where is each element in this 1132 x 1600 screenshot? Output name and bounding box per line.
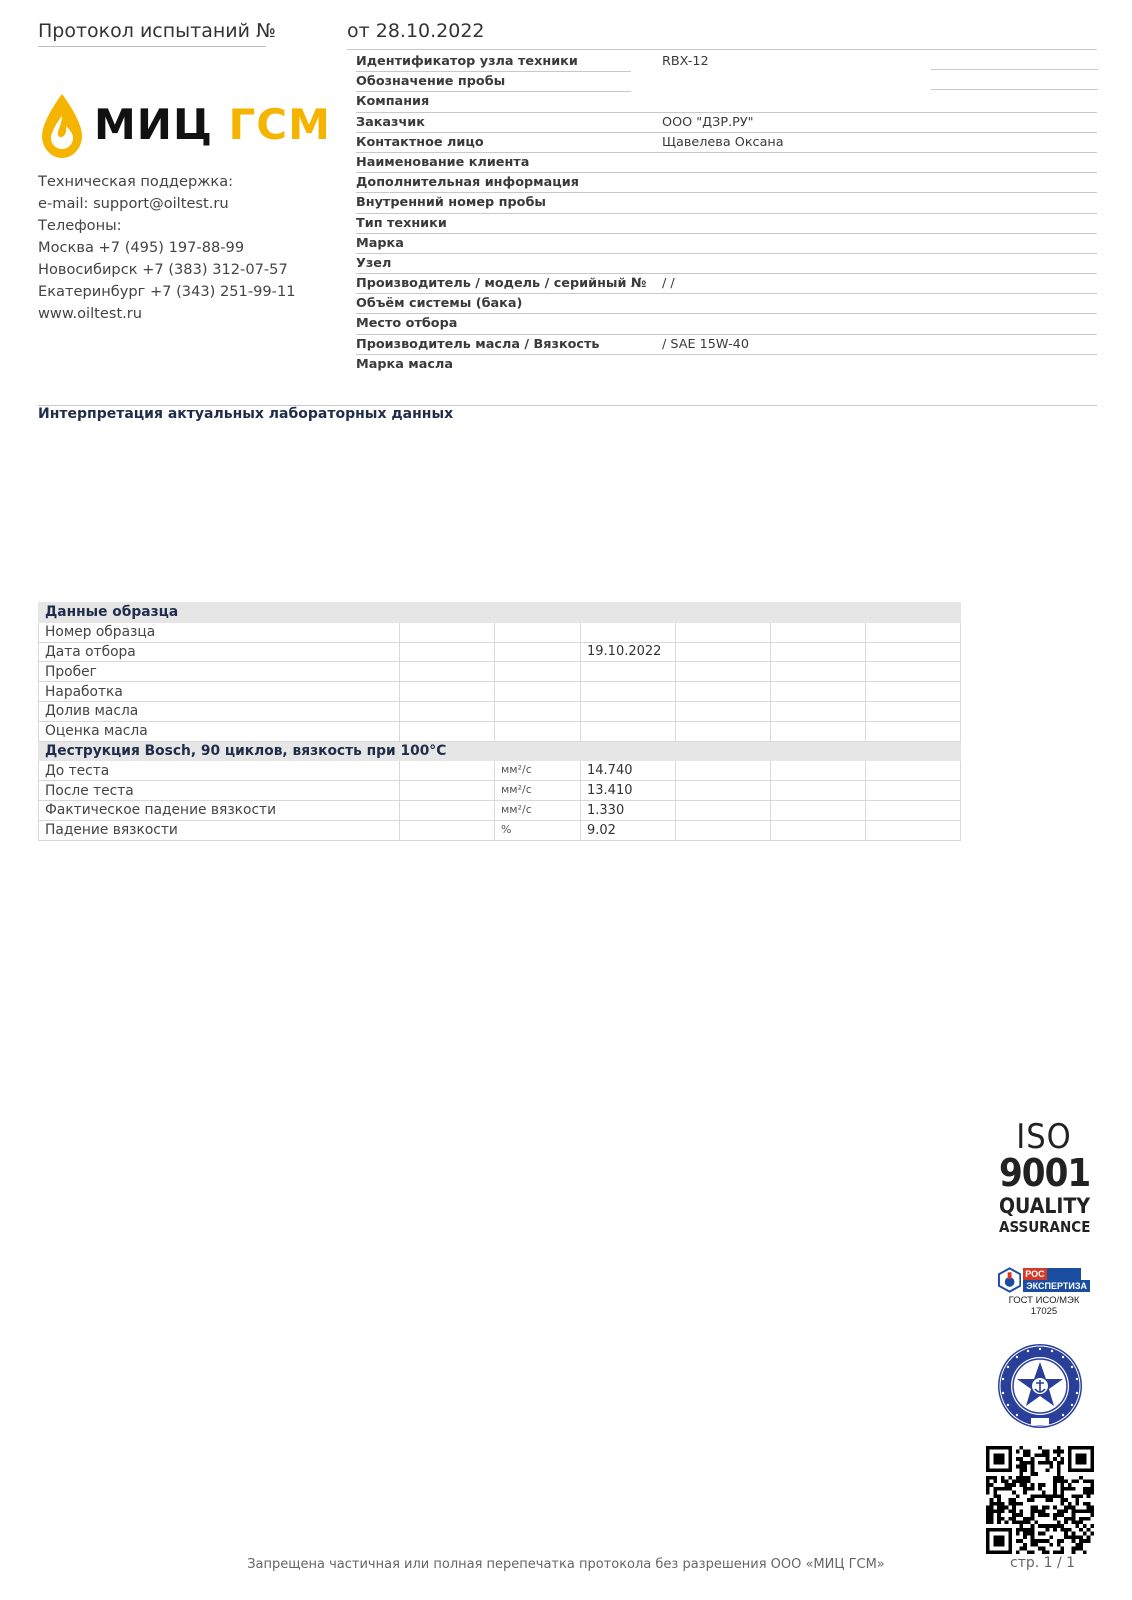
ros-expertiza-badge: [998, 1267, 1090, 1317]
interpretation-heading: Интерпретация актуальных лабораторных данных: [38, 406, 454, 422]
param-value: [581, 721, 676, 741]
phone-novosibirsk: Новосибирск +7 (383) 312-07-57: [38, 261, 288, 278]
info-value: / /: [662, 276, 675, 292]
table-row: [39, 622, 961, 642]
param-value: 1.330: [581, 800, 676, 820]
table-row: [39, 721, 961, 741]
info-row: [356, 72, 1097, 92]
copyright-notice: Запрещена частичная или полная перепечатка протокола без разрешения ООО «МИЦ ГСМ»: [247, 1557, 885, 1572]
table-row: [39, 800, 961, 820]
info-label: Дополнительная информация: [356, 175, 579, 191]
param-unit: мм²/с: [495, 781, 581, 801]
param-name: Долив масла: [39, 701, 400, 721]
param-name: Оценка масла: [39, 721, 400, 741]
param-unit: [495, 622, 581, 642]
qr-code-icon: [986, 1446, 1094, 1554]
info-row: [356, 314, 1097, 334]
section-title: Данные образца: [39, 603, 400, 623]
table-row: [39, 820, 961, 840]
section-title: Деструкция Bosch, 90 циклов, вязкость при 100°C: [39, 741, 961, 761]
info-label: Идентификатор узла техники: [356, 54, 578, 69]
info-label: Наименование клиента: [356, 154, 530, 170]
param-unit: [495, 682, 581, 702]
phone-ekaterinburg: Екатеринбург +7 (343) 251-99-11: [38, 283, 296, 300]
param-unit: [495, 701, 581, 721]
info-row: [356, 355, 1097, 375]
phone-moscow: Москва +7 (495) 197-88-99: [38, 239, 245, 256]
info-label: Обозначение пробы: [356, 74, 506, 90]
info-label: Объём системы (бака): [356, 296, 523, 312]
info-row: [356, 153, 1097, 173]
info-label: Производитель / модель / серийный №: [356, 276, 647, 292]
logo-text-dark: МИЦ: [94, 100, 213, 149]
param-value: [581, 622, 676, 642]
iso-number: 9001: [999, 1151, 1091, 1195]
info-value: RBX-12: [662, 54, 709, 69]
param-value: [581, 682, 676, 702]
gost-number: 17025: [1030, 1306, 1058, 1317]
table-row: [39, 761, 961, 781]
param-name: Наработка: [39, 682, 400, 702]
param-unit: [495, 662, 581, 682]
iso-assurance: ASSURANCE: [999, 1218, 1091, 1236]
param-name: Падение вязкости: [39, 820, 400, 840]
contact-block: [38, 171, 296, 325]
maritime-register-seal-icon: [996, 1342, 1084, 1430]
info-row: [356, 113, 1097, 133]
page-number: стр. 1 / 1: [1010, 1555, 1076, 1571]
company-logo: [38, 92, 331, 162]
table-row: [39, 682, 961, 702]
header-divider: [347, 49, 1097, 50]
table-row: [39, 701, 961, 721]
expertiza-label: ЭКСПЕРТИЗА: [1023, 1280, 1090, 1292]
info-label: Внутренний номер пробы: [356, 195, 546, 211]
iso-9001-badge: [999, 1117, 1091, 1236]
param-value: 19.10.2022: [581, 642, 676, 662]
protocol-date: от 28.10.2022: [347, 20, 485, 42]
param-value: 13.410: [581, 781, 676, 801]
section-header-row: [39, 603, 961, 623]
logo-text-accent: ГСМ: [228, 100, 331, 149]
info-row: [356, 193, 1097, 213]
info-label: Компания: [356, 94, 430, 110]
info-value: / SAE 15W-40: [662, 336, 749, 352]
equipment-info-table: [356, 52, 1097, 375]
gost-caption: ГОСТ ИСО/МЭК: [1008, 1295, 1080, 1306]
info-row: [356, 214, 1097, 234]
phones-label: Телефоны:: [38, 217, 122, 234]
info-label: Тип техники: [356, 215, 447, 231]
info-row: [356, 92, 1097, 112]
support-email[interactable]: e-mail: support@oiltest.ru: [38, 195, 229, 212]
info-value: Щавелева Оксана: [662, 134, 784, 150]
param-value: 14.740: [581, 761, 676, 781]
info-row: [356, 274, 1097, 294]
param-value: [581, 701, 676, 721]
table-row: [39, 781, 961, 801]
info-label: Марка масла: [356, 356, 453, 372]
support-label: Техническая поддержка:: [38, 173, 234, 190]
iso-text: ISO: [1016, 1117, 1072, 1157]
param-name: Номер образца: [39, 622, 400, 642]
info-label: Производитель масла / Вязкость: [356, 336, 600, 352]
table-row: [39, 642, 961, 662]
param-unit: мм²/с: [495, 800, 581, 820]
info-row: [356, 52, 1097, 72]
param-unit: [495, 642, 581, 662]
website-link[interactable]: www.oiltest.ru: [38, 305, 143, 322]
info-label: Заказчик: [356, 114, 425, 130]
oil-drop-icon: [38, 92, 86, 162]
ros-label: РОС: [1025, 1269, 1045, 1279]
info-row: [356, 335, 1097, 355]
ros-expertiza-emblem-icon: [998, 1267, 1021, 1293]
protocol-title: Протокол испытаний №: [38, 20, 266, 47]
info-label: Контактное лицо: [356, 134, 484, 150]
info-row: [356, 133, 1097, 153]
table-row: [39, 662, 961, 682]
info-row: [356, 234, 1097, 254]
param-unit: %: [495, 820, 581, 840]
info-row: [356, 294, 1097, 314]
param-name: После теста: [39, 781, 400, 801]
param-name: Дата отбора: [39, 642, 400, 662]
info-row: [356, 173, 1097, 193]
iso-quality: QUALITY: [999, 1194, 1091, 1218]
param-name: Пробег: [39, 662, 400, 682]
param-value: 9.02: [581, 820, 676, 840]
param-name: До теста: [39, 761, 400, 781]
info-value: ООО "ДЗР.РУ": [662, 114, 754, 130]
param-unit: мм²/с: [495, 761, 581, 781]
param-unit: [495, 721, 581, 741]
section-header-row: [39, 741, 961, 761]
param-name: Фактическое падение вязкости: [39, 800, 400, 820]
info-label: Марка: [356, 235, 404, 251]
sample-data-table: [38, 602, 961, 841]
param-value: [581, 662, 676, 682]
info-row: [356, 254, 1097, 274]
info-label: Место отбора: [356, 316, 458, 332]
info-label: Узел: [356, 255, 392, 271]
